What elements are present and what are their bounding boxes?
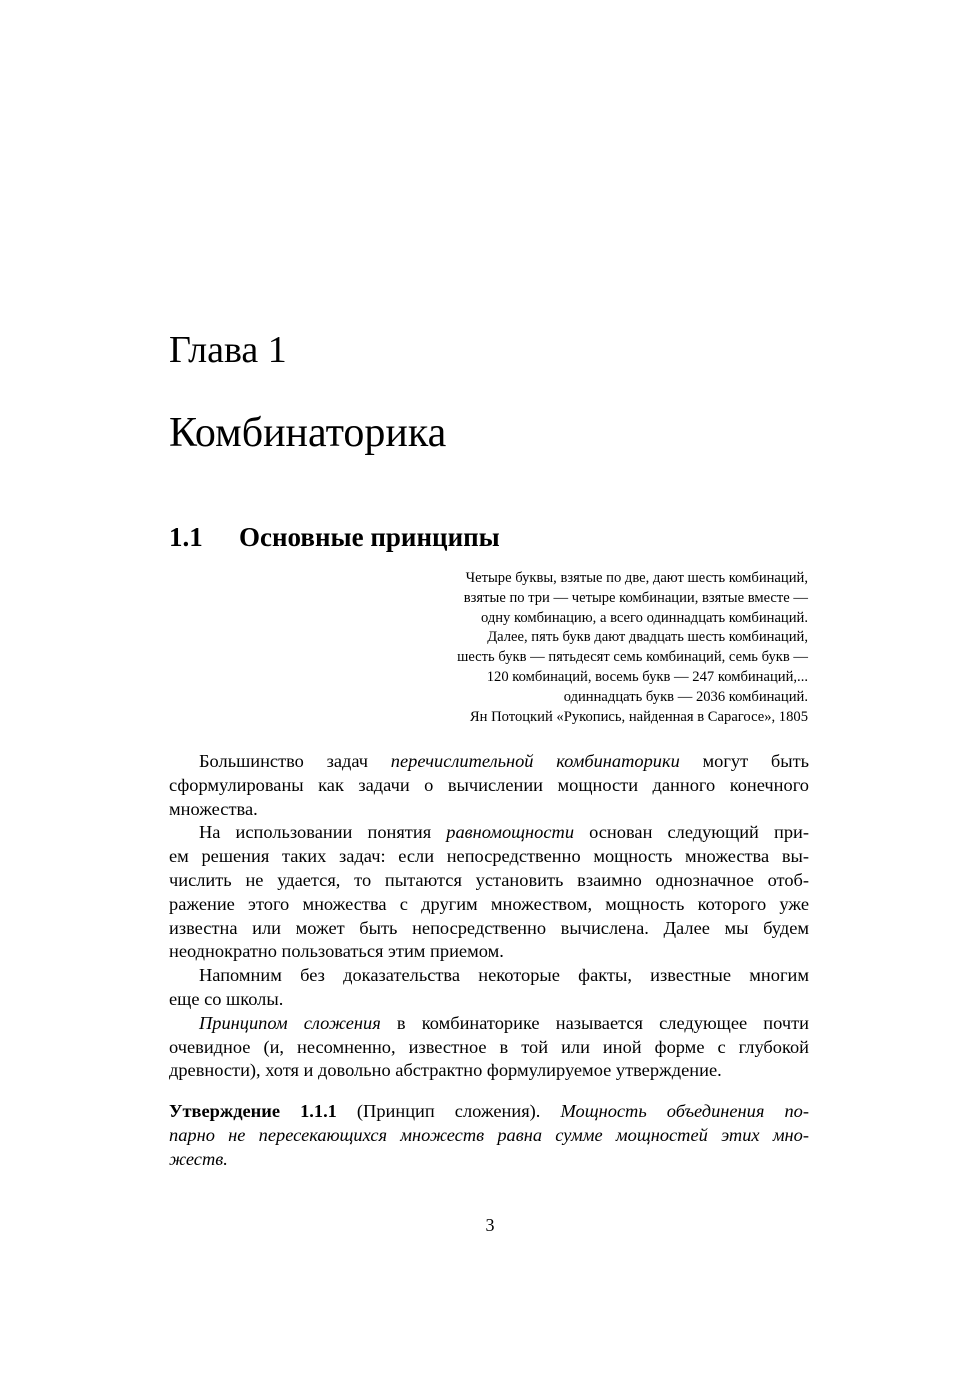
epigraph-line: шесть букв — пятьдесят семь комбинаций, семь букв — bbox=[457, 649, 808, 666]
statement-text: Мощность объединения по- bbox=[560, 1101, 809, 1121]
paragraph-line: неоднократно пользоваться этим приемом. bbox=[169, 941, 504, 962]
term-emphasis: перечислительной комбинаторики bbox=[390, 751, 680, 771]
text-run: могут быть bbox=[679, 751, 809, 771]
text-run: На использовании понятия bbox=[199, 822, 447, 843]
paragraph-line: древности), хотя и довольно абстрактно формулируемое утверждение. bbox=[169, 1060, 722, 1081]
epigraph-attribution: Ян Потоцкий «Рукопись, найденная в Сарагосе», 1805 bbox=[469, 708, 808, 725]
epigraph-line: одну комбинацию, а всего одиннадцать комбинаций. bbox=[480, 609, 808, 626]
text-run: Большинство задач bbox=[199, 751, 391, 771]
chapter-title: Комбинаторика bbox=[169, 410, 447, 456]
term-emphasis: Принципом сложения bbox=[199, 1012, 381, 1033]
chapter-label: Глава 1 bbox=[169, 329, 287, 371]
term-emphasis: равномощности bbox=[446, 822, 575, 843]
section-heading bbox=[169, 518, 500, 556]
statement-label: Утверждение 1.1.1 bbox=[169, 1101, 337, 1121]
page-number: 3 bbox=[485, 1215, 495, 1235]
text-run: в комбинаторике называется следующее почти bbox=[380, 1012, 809, 1033]
paragraph-line: известна или может быть непосредственно вычислена. Далее мы будем bbox=[169, 917, 809, 938]
epigraph-line: взятые по три — четыре комбинации, взятые вместе — bbox=[463, 589, 808, 606]
statement-text: парно не пересекающихся множеств равна сумме мощностей этих мно- bbox=[169, 1125, 809, 1145]
paragraph-line: множества. bbox=[169, 798, 258, 819]
statement-line bbox=[169, 1123, 809, 1147]
body-text bbox=[169, 750, 809, 1083]
paragraph-line bbox=[169, 821, 809, 845]
paragraph-line: очевидное (и, несомненно, известное в той или иной форме с глубокой bbox=[169, 1036, 809, 1057]
statement-name: (Принцип сложения). bbox=[336, 1101, 561, 1121]
text-run: основан следующий при- bbox=[574, 822, 809, 843]
paragraph-line: Напомним без доказательства некоторые факты, известные многим bbox=[199, 965, 809, 986]
statement-1-1-1 bbox=[169, 1099, 809, 1171]
epigraph-line: 120 комбинаций, восемь букв — 247 комбинаций,... bbox=[486, 668, 808, 685]
section-title: Основные принципы bbox=[239, 522, 500, 552]
epigraph bbox=[368, 569, 808, 727]
epigraph-line: Четыре буквы, взятые по две, дают шесть комбинаций, bbox=[465, 570, 808, 586]
paragraph-4 bbox=[169, 1012, 809, 1083]
paragraph-line bbox=[169, 1012, 809, 1036]
paragraph-3 bbox=[169, 964, 809, 1012]
statement-text: жеств. bbox=[169, 1149, 228, 1169]
paragraph-line: ражение этого множества с другим множеством, мощность которого уже bbox=[169, 893, 809, 914]
paragraph-line: ем решения таких задач: если непосредственно мощность множества вы- bbox=[169, 846, 809, 867]
epigraph-line: одиннадцать букв — 2036 комбинаций. bbox=[563, 688, 808, 705]
paragraph-line: сформулированы как задачи о вычислении мощности данного конечного bbox=[169, 774, 809, 795]
statement-line bbox=[169, 1099, 809, 1123]
paragraph-2 bbox=[169, 821, 809, 964]
paragraph-line: еще со школы. bbox=[169, 988, 284, 1009]
paragraph-1 bbox=[169, 750, 809, 821]
epigraph-line: Далее, пять букв дают двадцать шесть комбинаций, bbox=[487, 629, 808, 646]
paragraph-line: числить не удается, то пытаются установить взаимно однозначное отоб- bbox=[169, 869, 809, 890]
paragraph-line bbox=[169, 750, 809, 774]
section-number: 1.1 bbox=[169, 522, 203, 552]
statement-line bbox=[169, 1147, 809, 1171]
